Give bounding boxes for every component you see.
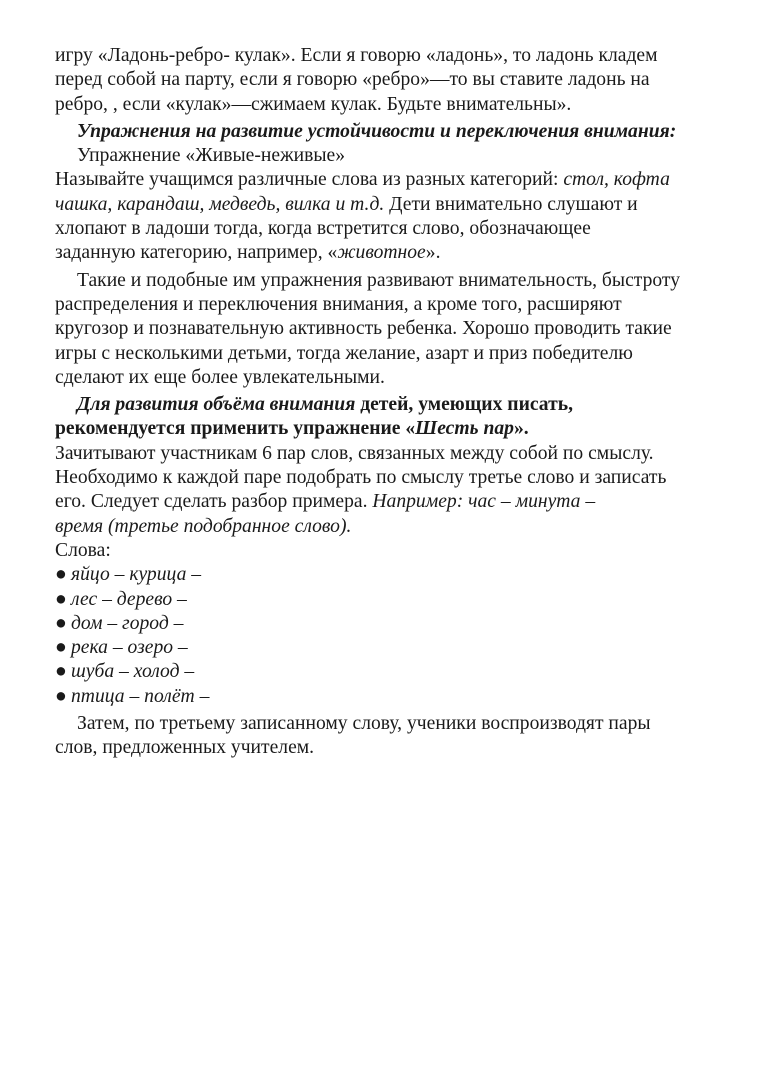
paragraph-game-instructions xyxy=(55,44,715,117)
text-span: Называйте учащимся различные слова из разных категорий: xyxy=(55,169,564,191)
text-line: сделают их еще более увлекательными. xyxy=(55,366,385,388)
list-item xyxy=(55,588,715,612)
text-line xyxy=(55,417,715,441)
bold-span: детей, умеющих писать, xyxy=(355,394,573,416)
list-item xyxy=(55,563,715,587)
text-line xyxy=(55,44,715,68)
section-heading: Упражнения на развитие устойчивости и переключения внимания: xyxy=(77,120,677,142)
list-item-text: шуба – холод – xyxy=(71,661,195,683)
bullet-icon: ● xyxy=(55,637,67,659)
bullet-icon: ● xyxy=(55,564,67,586)
bold-italic-span: Для развития объёма внимания xyxy=(77,394,356,416)
text-line: ребро, , если «кулак»—сжимаем кулак. Будьте внимательны». xyxy=(55,93,572,115)
exercise-title: Упражнение «Живые-неживые» xyxy=(77,145,346,167)
text-line xyxy=(55,490,715,514)
list-item xyxy=(55,612,715,636)
list-item-text: яйцо – курица – xyxy=(71,564,202,586)
bullet-icon: ● xyxy=(55,588,67,610)
text-line: время (третье подобранное слово). xyxy=(55,515,352,537)
text-line: распределения и переключения внимания, а кроме того, расширяют xyxy=(55,293,622,315)
bullet-icon: ● xyxy=(55,661,67,683)
text-span: заданную категорию, например, « xyxy=(55,242,338,264)
text-line: Зачитывают участникам 6 пар слов, связанных между собой по смыслу. xyxy=(55,442,654,464)
list-item xyxy=(55,636,715,660)
bold-span: рекомендуется применить упражнение « xyxy=(55,418,416,440)
word-pairs-list xyxy=(55,563,715,709)
text-line xyxy=(55,393,715,417)
list-item-text: дом – город – xyxy=(71,612,184,634)
paragraph-six-pairs xyxy=(55,393,715,539)
italic-span: стол, кофта xyxy=(563,169,670,191)
text-line: Такие и подобные им упражнения развивают внимательность, быстроту xyxy=(77,269,681,291)
text-line xyxy=(55,193,715,217)
bold-italic-span: Шесть пар xyxy=(415,418,514,440)
text-line: Затем, по третьему записанному слову, ученики воспроизводят пары xyxy=(77,713,651,735)
paragraph-conclusion xyxy=(55,712,715,761)
text-line: слов, предложенных учителем. xyxy=(55,737,315,759)
text-span: его. Следует сделать разбор примера. xyxy=(55,491,373,513)
paragraph-benefits xyxy=(55,269,715,390)
list-item xyxy=(55,685,715,709)
italic-span: животное xyxy=(337,242,426,264)
document-page xyxy=(55,44,715,761)
text-span: игру « xyxy=(55,45,108,66)
bullet-icon: ● xyxy=(55,612,67,634)
text-line: игры с несколькими детьми, тогда желание, азарт и приз победителю xyxy=(55,342,633,364)
text-line xyxy=(55,168,715,192)
text-span: Ладонь-ребро- кулак». Если я говорю «ладонь», то ладонь кладем xyxy=(107,45,658,66)
list-item xyxy=(55,660,715,684)
words-label: Слова: xyxy=(55,539,111,561)
text-span: Дети внимательно слушают и xyxy=(384,193,638,215)
text-line: хлопают в ладоши тогда, когда встретится слово, обозначающее xyxy=(55,218,591,240)
italic-span: чашка, карандаш, медведь, вилка и т.д. xyxy=(55,193,385,215)
bullet-icon: ● xyxy=(55,685,67,707)
list-item-text: река – озеро – xyxy=(71,637,188,659)
text-line: кругозор и познавательную активность ребенка. Хорошо проводить такие xyxy=(55,318,672,340)
list-item-text: птица – полёт – xyxy=(71,685,210,707)
paragraph-categories xyxy=(55,168,715,265)
text-line: Необходимо к каждой паре подобрать по смыслу третье слово и записать xyxy=(55,467,667,489)
text-span: ». xyxy=(425,242,441,264)
italic-span: Например: час – минута – xyxy=(372,491,596,513)
text-line xyxy=(55,241,715,265)
list-item-text: лес – дерево – xyxy=(71,588,187,610)
bold-span: ». xyxy=(513,418,529,440)
text-line: перед собой на парту, если я говорю «ребро»—то вы ставите ладонь на xyxy=(55,69,650,91)
